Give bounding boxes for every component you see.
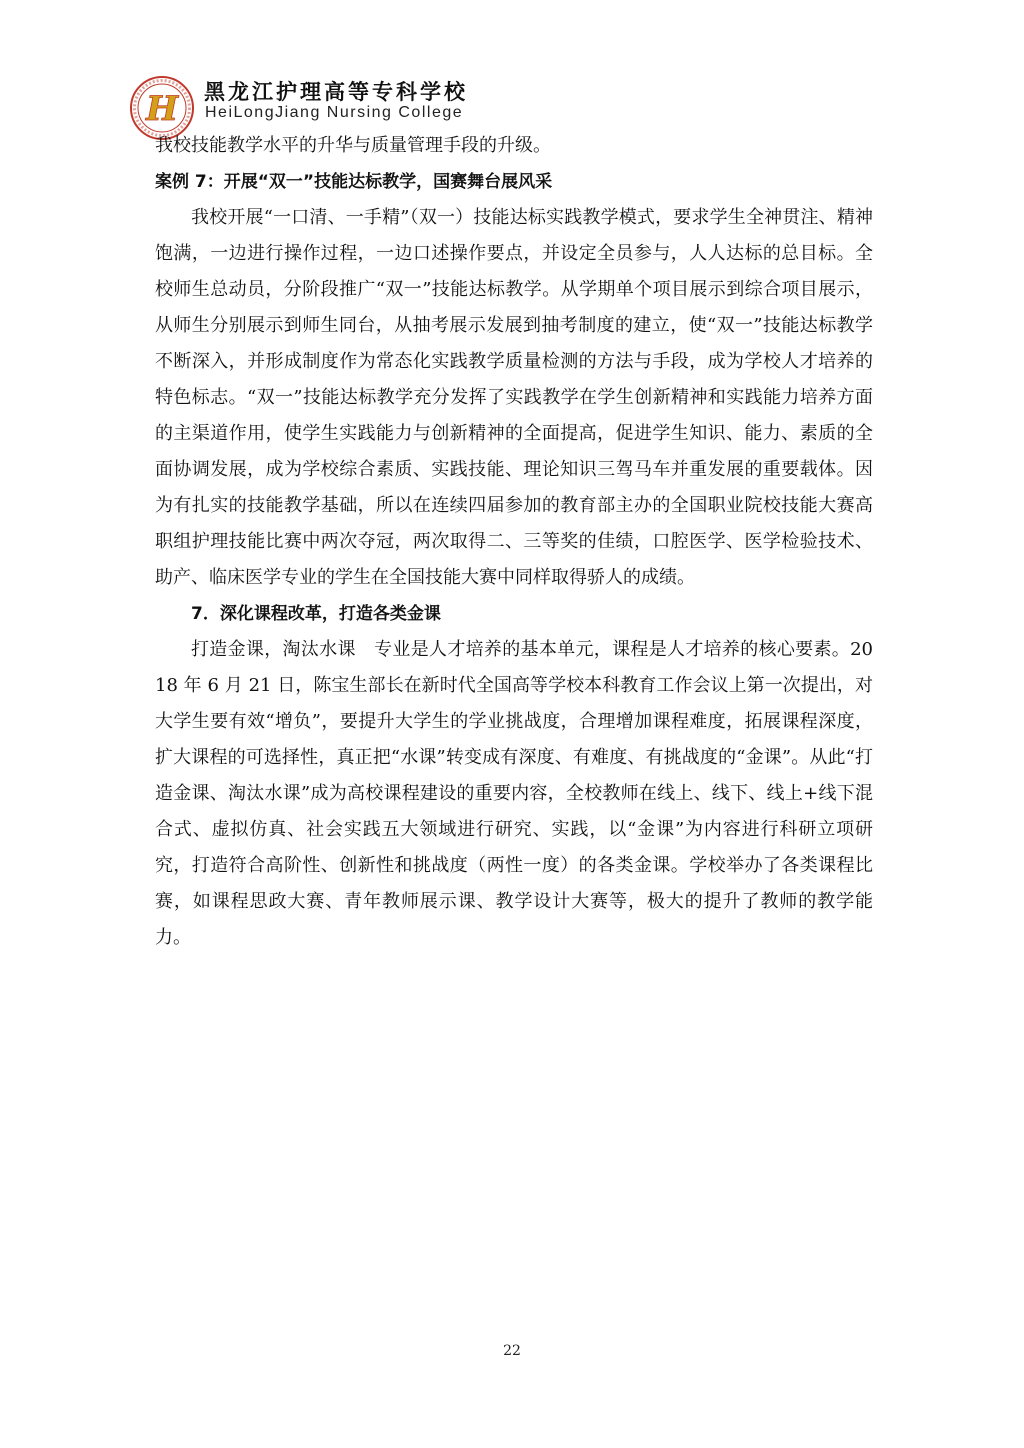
case-title: 案例 7：开展“双一”技能达标教学，国赛舞台展风采 [155,172,553,192]
logo-letter: H [145,89,179,129]
paragraph-golden-courses: 打造金课，淘汰水课 专业是人才培养的基本单元，课程是人才培养的核心要素。2018 年 6 月 21 日，陈宝生部长在新时代全国高等学校本科教育工作会议上第一次提出，对大学生要有效“增负”，要提升大学生的学业挑战度，合理增加课程难度，拓展课程深度，扩大课程的可选择性，真正把“水课”转变成有深度、有难度、有挑战度的“金课”。从此“打造金课、淘汰水课”成为高校课程建设的重要内容，全校教师在线上、线下、线上+线下混合式、虚拟仿真、社会实践五大领域进行研究、实践，以“金课”为内容进行科研立项研究，打造符合高阶性、创新性和挑战度（两性一度）的各类金课。学校举办了各类课程比赛，如课程思政大赛、青年教师展示课、教学设计大赛等，极大的提升了教师的教学能力。 [155,639,873,948]
page-number: 22 [503,1343,521,1359]
school-name-en: HeiLongJiang Nursing College [205,104,464,121]
school-name-cn: 黑龙江护理高等专科学校 [204,79,468,104]
section-title: 7．深化课程改革，打造各类金课 [191,604,441,624]
document-body [155,128,873,956]
paragraph-continuation: 我校技能教学水平的升华与质量管理手段的升级。 [155,135,551,156]
paragraph-case-7: 我校开展“一口清、一手精”（双一）技能达标实践教学模式，要求学生全神贯注、精神饱满，一边进行操作过程，一边口述操作要点，并设定全员参与，人人达标的总目标。全校师生总动员，分阶段推广“双一”技能达标教学。从学期单个项目展示到综合项目展示，从师生分别展示到师生同台，从抽考展示发展到抽考制度的建立，使“双一”技能达标教学不断深入，并形成制度作为常态化实践教学质量检测的方法与手段，成为学校人才培养的特色标志。“双一”技能达标教学充分发挥了实践教学在学生创新精神和实践能力培养方面的主渠道作用，使学生实践能力与创新精神的全面提高，促进学生知识、能力、素质的全面协调发展，成为学校综合素质、实践技能、理论知识三驾马车并重发展的重要载体。因为有扎实的技能教学基础，所以在连续四届参加的教育部主办的全国职业院校技能大赛高职组护理技能比赛中两次夺冠，两次取得二、三等奖的佳绩，口腔医学、医学检验技术、助产、临床医学专业的学生在全国技能大赛中同样取得骄人的成绩。 [155,207,873,588]
